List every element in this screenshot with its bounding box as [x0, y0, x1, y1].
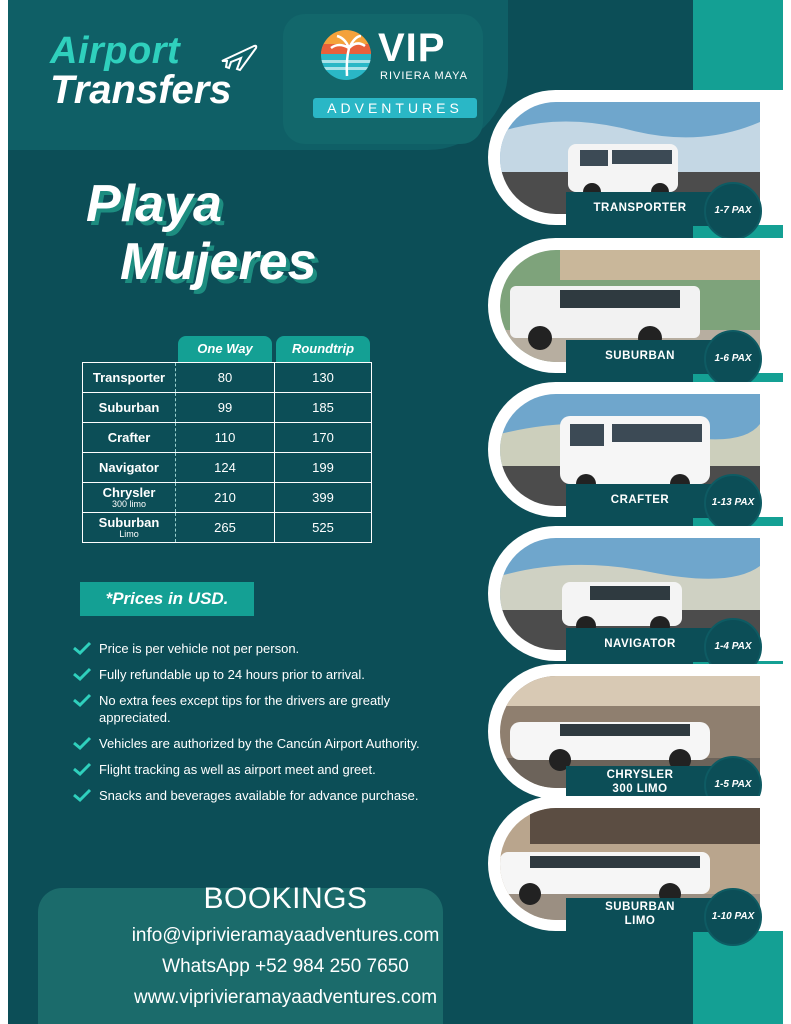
- headline-line2: Mujeres: [120, 233, 317, 291]
- vehicle-name-cell: [83, 453, 176, 482]
- one-way-price: 265: [176, 513, 275, 542]
- checkmark-icon: [72, 692, 92, 708]
- one-way-price: 210: [176, 483, 275, 512]
- destination-headline: [86, 175, 317, 291]
- one-way-price: 80: [176, 363, 275, 392]
- vehicle-label: [566, 766, 714, 800]
- table-row: [83, 392, 371, 422]
- vehicle-label-line1: CRAFTER: [610, 494, 670, 507]
- vehicle-name-cell: [83, 483, 176, 512]
- table-row: [83, 482, 371, 512]
- company-logo: [283, 14, 483, 144]
- vehicle-label-line1: CHRYSLER: [606, 769, 674, 782]
- vehicle-label: [566, 340, 714, 374]
- checkmark-icon: [72, 666, 92, 682]
- roundtrip-price: 170: [312, 430, 334, 445]
- notes-list: [72, 640, 452, 813]
- checkmark-icon: [72, 787, 92, 803]
- roundtrip-price: 130: [312, 370, 334, 385]
- list-item: [72, 761, 452, 778]
- bookings-title: BOOKINGS: [203, 882, 368, 915]
- pax-badge: 1-13 PAX: [704, 474, 762, 532]
- list-item: [72, 640, 452, 657]
- vehicle-name-cell: [83, 393, 176, 422]
- airplane-icon: [220, 40, 258, 74]
- vehicle-name: Suburban: [98, 515, 160, 530]
- logo-adventures-text: ADVENTURES: [313, 98, 477, 118]
- note-text: Price is per vehicle not per person.: [99, 641, 300, 656]
- vehicle-label: [566, 484, 714, 518]
- table-row: [83, 422, 371, 452]
- note-text: Vehicles are authorized by the Cancún Airport Authority.: [99, 736, 420, 751]
- pax-badge: 1-10 PAX: [704, 888, 762, 946]
- note-text: Fully refundable up to 24 hours prior to arrival.: [99, 667, 365, 682]
- vehicle-label-line2: LIMO: [624, 915, 656, 927]
- vehicle-card-suburban: [478, 238, 778, 373]
- vehicle-name-cell: [83, 423, 176, 452]
- vehicle-name: Chrysler: [102, 485, 156, 500]
- vehicle-label-line1: NAVIGATOR: [604, 638, 676, 651]
- pax-badge: 1-5 PAX: [704, 756, 762, 814]
- roundtrip-price: 525: [312, 520, 334, 535]
- vehicle-name-cell: [83, 363, 176, 392]
- roundtrip-price: 199: [312, 460, 334, 475]
- checkmark-icon: [72, 761, 92, 777]
- vehicle-subname: 300 limo: [111, 499, 147, 509]
- vehicle-card-crafter: [478, 382, 778, 517]
- flyer: [8, 0, 783, 1024]
- vehicle-card-transporter: [478, 90, 778, 225]
- one-way-price: 99: [176, 393, 275, 422]
- table-row: [83, 363, 371, 392]
- one-way-price: 124: [176, 453, 275, 482]
- vehicle-label: [566, 628, 714, 662]
- list-item: [72, 787, 452, 804]
- brand-title: [50, 32, 232, 110]
- vehicle-card-navigator: [478, 526, 778, 661]
- note-text: Flight tracking as well as airport meet and greet.: [99, 762, 376, 777]
- checkmark-icon: [72, 735, 92, 751]
- vehicle-label-line1: TRANSPORTER: [593, 202, 687, 215]
- email-link[interactable]: info@viprivieramayaadventures.com: [131, 925, 440, 946]
- pax-badge: 1-7 PAX: [704, 182, 762, 240]
- note-text: No extra fees except tips for the drivers are greatly appreciated.: [99, 693, 391, 725]
- vehicle-name: Crafter: [107, 430, 151, 445]
- roundtrip-header: Roundtrip: [276, 336, 370, 362]
- vehicle-label-line2: 300 LIMO: [612, 783, 668, 795]
- vehicle-name: Transporter: [92, 370, 166, 385]
- roundtrip-price: 399: [312, 490, 334, 505]
- whatsapp-link[interactable]: WhatsApp +52 984 250 7650: [162, 956, 409, 977]
- list-item: [72, 735, 452, 752]
- table-row: [83, 452, 371, 482]
- website-link[interactable]: www.viprivieramayaadventures.com: [133, 987, 438, 1008]
- vehicle-subname: Limo: [119, 529, 139, 539]
- roundtrip-price: 185: [312, 400, 334, 415]
- table-row: [83, 512, 371, 542]
- headline-line1: Playa: [86, 175, 222, 233]
- vehicle-card-chrysler: [478, 664, 778, 799]
- checkmark-icon: [72, 640, 92, 656]
- vehicle-card-suburban-limo: [478, 796, 778, 931]
- vehicle-label-line1: SUBURBAN: [605, 901, 675, 914]
- logo-vip-text: VIP: [378, 26, 446, 70]
- vehicle-label: [566, 192, 714, 226]
- pax-badge: 1-4 PAX: [704, 618, 762, 676]
- one-way-price: 110: [176, 423, 275, 452]
- vehicle-name: Suburban: [98, 400, 160, 415]
- vehicle-name: Navigator: [99, 460, 159, 475]
- logo-riviera-text: RIVIERA MAYA: [380, 70, 469, 82]
- brand-title-line1: Airport: [50, 30, 181, 72]
- list-item: [72, 666, 452, 683]
- pax-badge: 1-6 PAX: [704, 330, 762, 388]
- currency-note: *Prices in USD.: [80, 582, 254, 616]
- brand-title-line2: Transfers: [50, 68, 232, 112]
- note-text: Snacks and beverages available for advance purchase.: [99, 788, 419, 803]
- price-grid: [82, 362, 372, 543]
- palm-sunset-icon: [321, 30, 371, 80]
- one-way-header: One Way: [178, 336, 272, 362]
- list-item: [72, 692, 452, 726]
- vehicle-name-cell: [83, 513, 176, 542]
- vehicle-label: [566, 898, 714, 932]
- vehicle-label-line1: SUBURBAN: [605, 350, 675, 363]
